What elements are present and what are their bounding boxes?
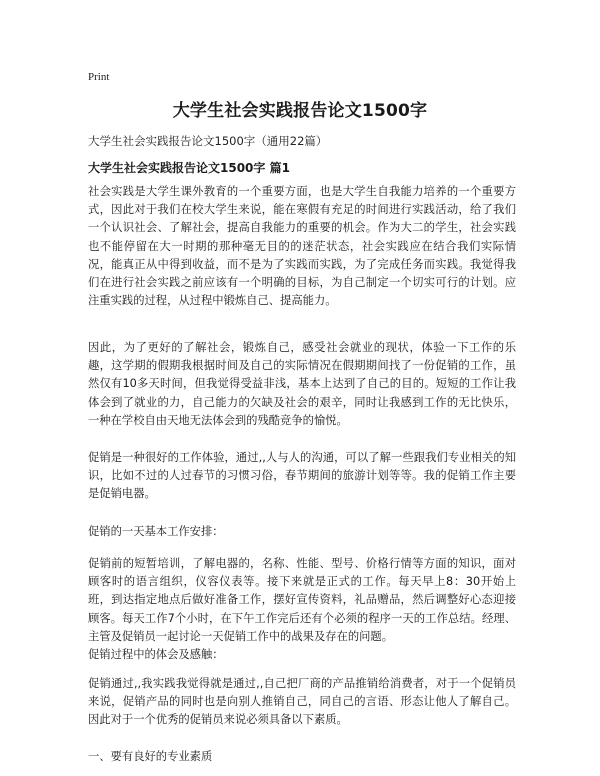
paragraph-intro: 社会实践是大学生课外教育的一个重要方面，也是大学生自我能力培养的一个重要方式，因此对于我们在校大学生来说，能在寒假有充足的时间进行实践活动，给了我们一个认识社会、了解社会，提高自我能力的重要的机会。作为大二的学生，社会实践也不能停留在大一时期的那种毫无目的的迷茫状态，社会实践应在结合我们实际情况，能真正从中得到收益，而不是为了实践而实践，为了完成任务而实践。我觉得我们在进行社会实践之前应该有一个明确的目标，为自己制定一个切实可行的计划。应注重实践的过程，从过程中锻炼自己、提高能力。	[88, 185, 516, 308]
document-subtitle: 大学生社会实践报告论文1500字（通用22篇）	[88, 134, 328, 148]
daily-schedule-heading: 促销的一天基本工作安排：	[88, 525, 224, 538]
paragraph-promotion: 促销是一种很好的工作体验，通过,,人与人的沟通，可以了解一些跟我们专业相关的知识，比如不过的人过春节的习惯习俗，春节期间的旅游计划等等。我的促销工作主要是促销电器。	[88, 451, 516, 501]
professional-quality-heading: 一、要有良好的专业素质	[88, 750, 213, 763]
print-link[interactable]: Print	[88, 71, 110, 83]
section-heading: 大学生社会实践报告论文1500字 篇1	[88, 161, 290, 175]
paragraph-purpose: 因此，为了更好的了解社会，锻炼自己，感受社会就业的现状，体验一下工作的乐趣，这学期的假期我根据时间及自己的实际情况在假期期间找了一份促销的工作，虽然仅有10多天时间，但我觉得受益非浅，基本上达到了自己的目的。短短的工作让我体会到了就业的力，自己能力的欠缺及社会的艰辛，同时让我感到工作的无比快乐，一种在学校自由天地无法体会到的残酷竞争的愉悦。	[88, 341, 516, 427]
experience-heading: 促销过程中的体会及感触：	[88, 648, 224, 661]
page-title: 大学生社会实践报告论文1500字	[172, 101, 428, 121]
paragraph-experience: 促销通过,,我实践我觉得就是通过,,自己把厂商的产品推销给消费者，对于一个促销员来说，促销产品的同时也是向别人推销自己，同自己的言语、形态让他人了解自己。因此对于一个优秀的促销员来说必须具备以下素质。	[88, 677, 516, 727]
paragraph-schedule: 促销前的短暂培训，了解电器的，名称、性能、型号、价格行情等方面的知识，面对顾客时的语言组织，仪容仪表等。接下来就是正式的工作。每天早上8：30开始上班，到达指定地点后做好准备工作，摆好宣传资料，礼品赠品，然后调整好心态迎接顾客。每天工作7个小时，在下午工作完后还有个必须的程序一天的工作总结。经理、主管及促销员一起讨论一天促销工作中的战果及存在的问题。	[88, 557, 516, 643]
